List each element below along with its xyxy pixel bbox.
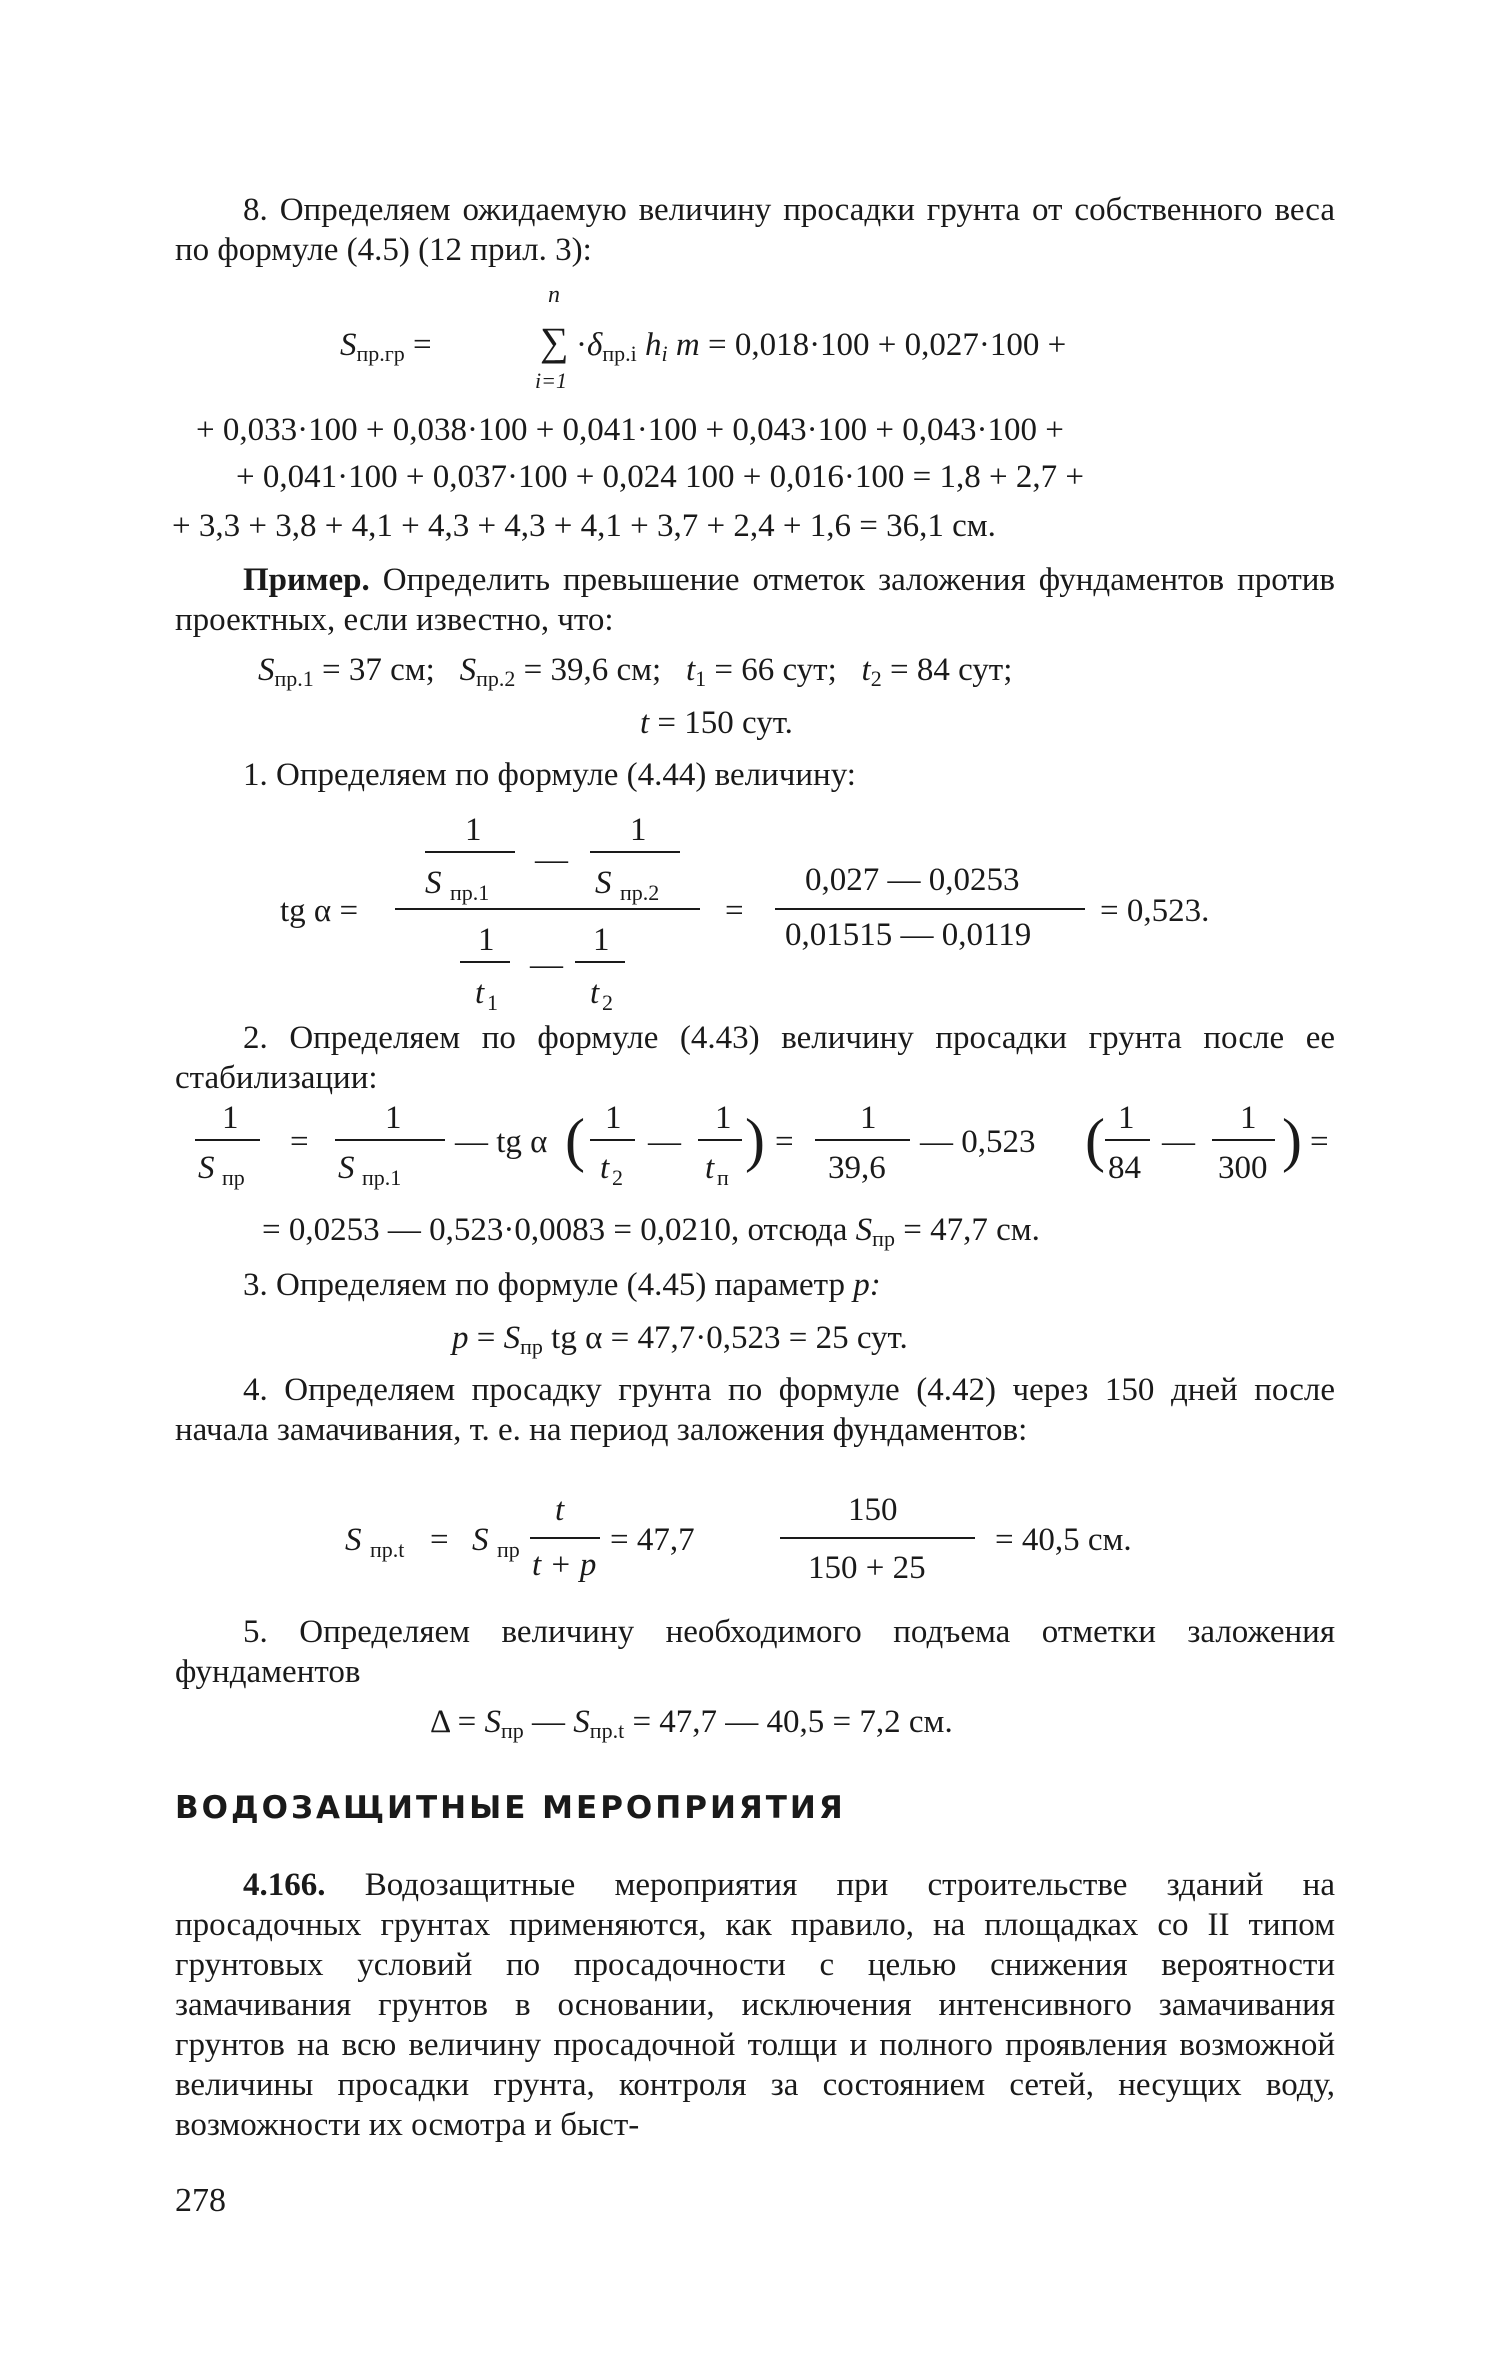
f3-t2: t bbox=[600, 1150, 610, 1186]
den-t1: t bbox=[475, 975, 485, 1011]
den-t2-sub: 2 bbox=[602, 990, 613, 1015]
f3-tn: t bbox=[705, 1150, 715, 1186]
f5-num-t: t bbox=[555, 1492, 565, 1528]
paragraph-number: 4.166. bbox=[243, 1867, 326, 1903]
f3-eq-1: = bbox=[290, 1124, 309, 1160]
f3-num-7: 1 bbox=[1240, 1100, 1257, 1136]
den-1-b: 1 bbox=[593, 922, 610, 958]
f3-num-5: 1 bbox=[860, 1100, 877, 1136]
formula-1-line-3: + 0,041·100 + 0,037·100 + 0,024 100 + 0,016·100 = 1,8 + 2,7 + bbox=[236, 459, 1084, 495]
f3-eq-2: = bbox=[775, 1124, 794, 1160]
f5-result: = 40,5 см. bbox=[995, 1522, 1132, 1558]
step-3-paragraph: 3. Определяем по формуле (4.45) параметр p: bbox=[243, 1267, 881, 1303]
sum-sign: ∑ bbox=[540, 319, 569, 364]
formula-stabilized-settlement bbox=[0, 1090, 1500, 1210]
example-label: Пример. bbox=[243, 562, 370, 598]
page-number: 278 bbox=[175, 2182, 226, 2219]
step-2-paragraph: 2. Определяем по формуле (4.43) величину просадки грунта после ее стабилизации: bbox=[175, 1020, 1335, 1096]
denom-s2-sub: пр.2 bbox=[620, 880, 660, 905]
f3-num-2: 1 bbox=[385, 1100, 402, 1136]
f3-paren-open-2: ( bbox=[1085, 1107, 1105, 1173]
f5-S: S bbox=[472, 1522, 489, 1558]
f5-eq: = bbox=[430, 1522, 449, 1558]
formula-1-line-4: + 3,3 + 3,8 + 4,1 + 4,3 + 4,3 + 4,1 + 3,7 + 2,4 + 1,6 = 36,1 см. bbox=[172, 508, 996, 544]
formula-1-line-2: + 0,033·100 + 0,038·100 + 0,041·100 + 0,043·100 + 0,043·100 + bbox=[196, 412, 1064, 448]
f3-S-pr: S bbox=[198, 1150, 215, 1186]
denom-s2: S bbox=[595, 865, 612, 901]
f5-lhs-sub: пр.t bbox=[370, 1537, 405, 1562]
f3-num-3: 1 bbox=[605, 1100, 622, 1136]
step-4-paragraph: 4. Определяем просадку грунта по формуле (4.42) через 150 дней после начала замачивания, т. е. на период заложения фундаментов: bbox=[175, 1372, 1335, 1448]
den-1-a: 1 bbox=[478, 922, 495, 958]
numeric-denominator: 0,01515 — 0,0119 bbox=[785, 917, 1032, 953]
formula-settlement-at-time bbox=[0, 1490, 1500, 1600]
f3-minus-2: — bbox=[1162, 1124, 1195, 1160]
denom-s1-sub: пр.1 bbox=[450, 880, 490, 905]
f5-S-sub: пр bbox=[497, 1537, 520, 1562]
f3-paren-close-2: ) bbox=[1282, 1107, 1302, 1173]
formula-p: $p = S_{пр}$ tg α = 47,7·0,523 = 25 сут. bbox=[452, 1320, 908, 1359]
sum-lower-limit: i=1 bbox=[535, 368, 567, 393]
formula-3-line-2: = 0,0253 — 0,523·0,0083 = 0,0210, отсюда $S_{пр} = 47,7$ см. bbox=[262, 1212, 1040, 1251]
formula-tg-alpha bbox=[0, 0, 1500, 1040]
den-t1-sub: 1 bbox=[487, 990, 498, 1015]
tg-alpha-result: = 0,523. bbox=[1100, 893, 1210, 929]
minus-den: — bbox=[530, 947, 563, 983]
section-heading: ВОДОЗАЩИТНЫЕ МЕРОПРИЯТИЯ bbox=[175, 1790, 846, 1826]
f3-num-6: 1 bbox=[1118, 1100, 1135, 1136]
sum-upper-limit: n bbox=[548, 282, 560, 308]
formula-1-lhs: $S_{пр.гр}$ = bbox=[340, 327, 432, 366]
f3-tg-alpha: — tg α bbox=[455, 1124, 548, 1160]
f3-den-396: 39,6 bbox=[828, 1150, 886, 1186]
f3-tn-sub: п bbox=[717, 1165, 729, 1190]
formula-delta: $\Delta = S_{пр}$ — $S_{пр.t} = 47,7$ — 40,5 = 7,2 см. bbox=[430, 1704, 953, 1743]
f3-S-pr-sub: пр bbox=[222, 1165, 245, 1190]
step-8-paragraph: 8. Определяем ожидаемую величину просадки грунта от собственного веса по формуле (4.5) (12 прил. 3): bbox=[175, 192, 1335, 268]
f3-den-300: 300 bbox=[1218, 1150, 1268, 1186]
step-1-paragraph: 1. Определяем по формуле (4.44) величину: bbox=[243, 757, 856, 793]
f5-mid: = 47,7 bbox=[610, 1522, 695, 1558]
f5-den-tp: t + p bbox=[532, 1547, 597, 1583]
f3-minus-1: — bbox=[648, 1124, 681, 1160]
tg-alpha-lhs: tg α = bbox=[280, 893, 359, 929]
f5-lhs: S bbox=[345, 1522, 362, 1558]
f5-den-175: 150 + 25 bbox=[808, 1550, 926, 1586]
f3-t2-sub: 2 bbox=[612, 1165, 623, 1190]
f3-S-pr1-sub: пр.1 bbox=[362, 1165, 402, 1190]
example-paragraph: Пример. Определить превышение отметок заложения фундаментов против проектных, если известно, что: bbox=[175, 562, 1335, 638]
numeric-numerator: 0,027 — 0,0253 bbox=[805, 862, 1020, 898]
eq-sign: = bbox=[725, 893, 744, 929]
f5-num-150: 150 bbox=[848, 1492, 898, 1528]
f3-num-1: 1 bbox=[222, 1100, 239, 1136]
f3-num-4: 1 bbox=[715, 1100, 732, 1136]
minus-num: — bbox=[535, 842, 568, 878]
given-values-line-2: t = 150 сут. bbox=[640, 705, 793, 741]
step-5-paragraph: 5. Определяем величину необходимого подъема отметки заложения фундаментов bbox=[175, 1614, 1335, 1690]
f3-paren-open-1: ( bbox=[565, 1107, 585, 1173]
den-t2: t bbox=[590, 975, 600, 1011]
f3-eq-3: = bbox=[1310, 1124, 1329, 1160]
paragraph-4-166: 4.166. Водозащитные мероприятия при строительстве зданий на просадочных грунтах применяются, как правило, на площадках со II типом грунтовых условий по просадочности с целью снижения вероятности замачивания грунтов в основании, исключения интенсивного замачивания грунтов на всю величину просадочной толщи и полного проявления возможной величины просадки грунта, контроля за состоянием сетей, несущих воду, возможности их осмотра и быст- bbox=[175, 1867, 1335, 2143]
f3-paren-close-1: ) bbox=[745, 1107, 765, 1173]
formula-1-rhs: $\cdot\delta_{пр.i}$ $h_i$ m = 0,018·100 + 0,027·100 + bbox=[576, 327, 1067, 366]
f3-den-84: 84 bbox=[1108, 1150, 1141, 1186]
given-values-line-1: $S_{пр.1} = 37$ см; $S_{пр.2} = 39,6$ см; $t_1 = 66$ сут; $t_2 = 84$ сут; bbox=[258, 652, 1013, 691]
f3-coef: — 0,523 bbox=[920, 1124, 1036, 1160]
f3-S-pr1: S bbox=[338, 1150, 355, 1186]
num-1-a: 1 bbox=[465, 812, 482, 848]
denom-s1: S bbox=[425, 865, 442, 901]
num-1-b: 1 bbox=[630, 812, 647, 848]
